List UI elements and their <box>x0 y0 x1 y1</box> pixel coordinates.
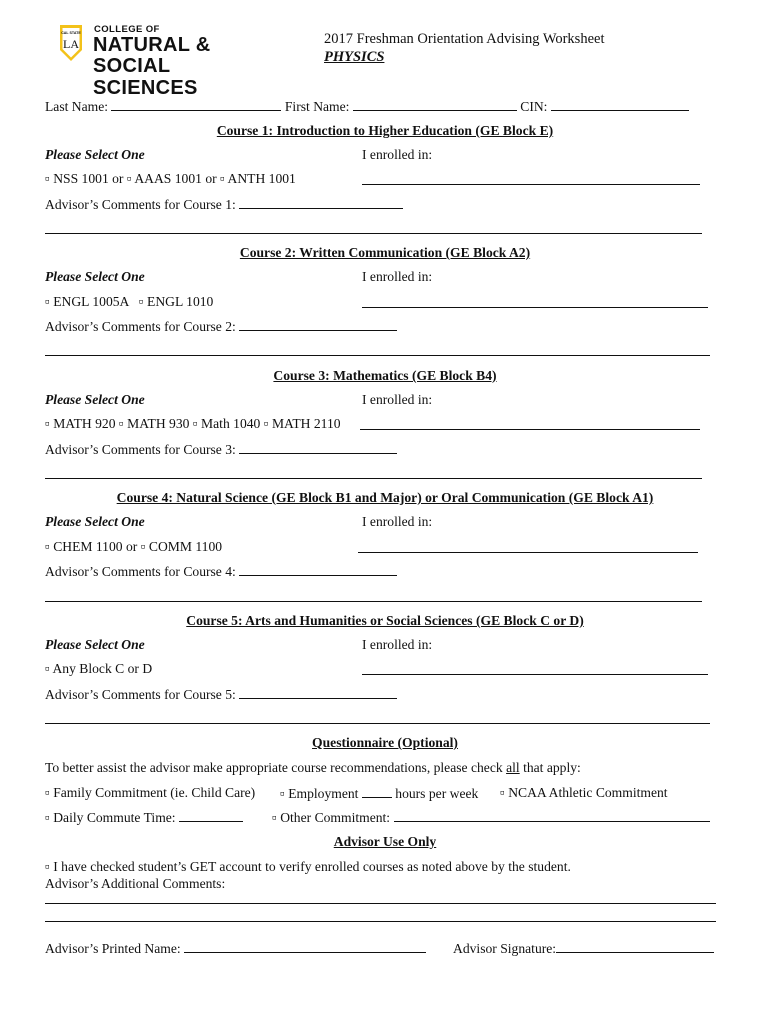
badge-small-text: CAL STATE <box>61 31 81 35</box>
employment-label: ▫ Employment <box>280 786 359 801</box>
course-5-comments-line[interactable] <box>45 723 710 724</box>
printed-name-row <box>45 940 426 957</box>
logo-line-1: NATURAL & <box>93 34 211 56</box>
course-3-enrolled-field[interactable] <box>360 429 700 430</box>
questionnaire-intro-all: all <box>506 760 520 775</box>
printed-name-field[interactable] <box>184 940 426 953</box>
college-logo <box>58 24 268 99</box>
course-4-select-label: Please Select One <box>45 514 145 529</box>
course-5-enrolled-label: I enrolled in: <box>362 637 433 652</box>
course-3-comments-line[interactable] <box>45 478 702 479</box>
course-4-comments-label: Advisor’s Comments for Course 4: <box>45 564 236 579</box>
get-account-checkbox[interactable]: ▫ I have checked student’s GET account to verify enrolled courses as noted above by the student. <box>45 859 571 874</box>
cin-label: CIN: <box>520 99 548 114</box>
course-3-comments-label: Advisor’s Comments for Course 3: <box>45 442 236 457</box>
employment-hours-label: hours per week <box>395 786 479 801</box>
course-2-comments-label: Advisor’s Comments for Course 2: <box>45 319 236 334</box>
course-2-enrolled-field[interactable] <box>362 307 708 308</box>
course-4-enrolled-field[interactable] <box>358 552 698 553</box>
questionnaire-intro <box>45 760 581 776</box>
course-2-comments <box>45 318 397 335</box>
advisor-section-title: Advisor Use Only <box>333 834 437 849</box>
course-3-select-label: Please Select One <box>45 392 145 407</box>
course-1-select-label: Please Select One <box>45 147 145 162</box>
other-commitment-label: ▫ Other Commitment: <box>272 810 391 825</box>
questionnaire-title: Questionnaire (Optional) <box>312 735 458 750</box>
course-5-select-label: Please Select One <box>45 637 145 652</box>
other-commitment-field[interactable] <box>394 809 710 822</box>
daily-commute-label: ▫ Daily Commute Time: <box>45 810 176 825</box>
course-3-comments <box>45 441 397 458</box>
course-1-comments <box>45 196 403 213</box>
employment-checkbox[interactable] <box>280 785 478 802</box>
first-name-field[interactable] <box>353 98 517 111</box>
course-1-options[interactable]: ▫ NSS 1001 or ▫ AAAS 1001 or ▫ ANTH 1001 <box>45 171 296 186</box>
course-4-title: Course 4: Natural Science (GE Block B1 and Major) or Oral Communication (GE Block A1) <box>116 490 654 505</box>
course-4-comments-field[interactable] <box>239 563 397 576</box>
signature-label: Advisor Signature: <box>453 941 557 956</box>
course-1-title: Course 1: Introduction to Higher Education (GE Block E) <box>216 123 554 138</box>
course-1-enrolled-label: I enrolled in: <box>362 147 433 162</box>
daily-commute-field[interactable] <box>179 809 243 822</box>
questionnaire-intro-post: that apply: <box>519 760 581 775</box>
daily-commute-checkbox[interactable] <box>45 809 243 826</box>
badge-la-text: LA <box>63 37 79 51</box>
ncaa-checkbox[interactable]: ▫ NCAA Athletic Commitment <box>500 785 668 800</box>
course-3-enrolled-label: I enrolled in: <box>362 392 433 407</box>
course-5-enrolled-field[interactable] <box>362 674 708 675</box>
name-line <box>45 98 689 115</box>
cal-state-la-badge-icon <box>58 24 84 62</box>
family-commitment-checkbox[interactable]: ▫ Family Commitment (ie. Child Care) <box>45 785 256 800</box>
course-5-title: Course 5: Arts and Humanities or Social Sciences (GE Block C or D) <box>186 613 584 628</box>
printed-name-label: Advisor’s Printed Name: <box>45 941 181 956</box>
logo-line-2: SOCIAL SCIENCES <box>93 55 198 99</box>
course-5-options[interactable]: ▫ Any Block C or D <box>45 661 153 676</box>
course-4-enrolled-label: I enrolled in: <box>362 514 433 529</box>
course-2-comments-field[interactable] <box>239 318 397 331</box>
last-name-label: Last Name: <box>45 99 109 114</box>
course-3-comments-field[interactable] <box>239 441 397 454</box>
course-4-options[interactable]: ▫ CHEM 1100 or ▫ COMM 1100 <box>45 539 223 554</box>
course-4-comments <box>45 563 397 580</box>
employment-hours-field[interactable] <box>362 785 392 798</box>
last-name-field[interactable] <box>111 98 281 111</box>
other-commitment-checkbox[interactable] <box>272 809 710 826</box>
course-1-comments-field[interactable] <box>239 196 403 209</box>
course-5-comments-label: Advisor’s Comments for Course 5: <box>45 687 236 702</box>
questionnaire-intro-pre: To better assist the advisor make appropriate course recommendations, please check <box>45 760 507 775</box>
signature-field[interactable] <box>556 940 714 953</box>
first-name-label: First Name: <box>284 99 350 114</box>
course-2-comments-line[interactable] <box>45 355 710 356</box>
course-2-enrolled-label: I enrolled in: <box>362 269 433 284</box>
additional-comments-line-1[interactable] <box>45 903 716 904</box>
course-1-comments-line[interactable] <box>45 233 702 234</box>
additional-comments-line-2[interactable] <box>45 921 716 922</box>
course-5-comments-field[interactable] <box>239 686 397 699</box>
additional-comments-label: Advisor’s Additional Comments: <box>45 876 226 891</box>
course-4-comments-line[interactable] <box>45 601 702 602</box>
course-1-comments-label: Advisor’s Comments for Course 1: <box>45 197 236 212</box>
course-3-title: Course 3: Mathematics (GE Block B4) <box>273 368 497 383</box>
course-5-comments <box>45 686 397 703</box>
course-2-title: Course 2: Written Communication (GE Block A2) <box>239 245 531 260</box>
course-3-options[interactable]: ▫ MATH 920 ▫ MATH 930 ▫ Math 1040 ▫ MATH 2110 <box>45 416 341 431</box>
cin-field[interactable] <box>551 98 689 111</box>
course-1-enrolled-field[interactable] <box>362 184 700 185</box>
page-title: 2017 Freshman Orientation Advising Worksheet <box>324 31 605 47</box>
signature-row <box>453 940 714 957</box>
page-subtitle: PHYSICS <box>324 49 385 65</box>
course-2-options[interactable]: ▫ ENGL 1005A ▫ ENGL 1010 <box>45 294 214 309</box>
course-2-select-label: Please Select One <box>45 269 145 284</box>
logo-college-of: COLLEGE OF <box>94 24 160 35</box>
